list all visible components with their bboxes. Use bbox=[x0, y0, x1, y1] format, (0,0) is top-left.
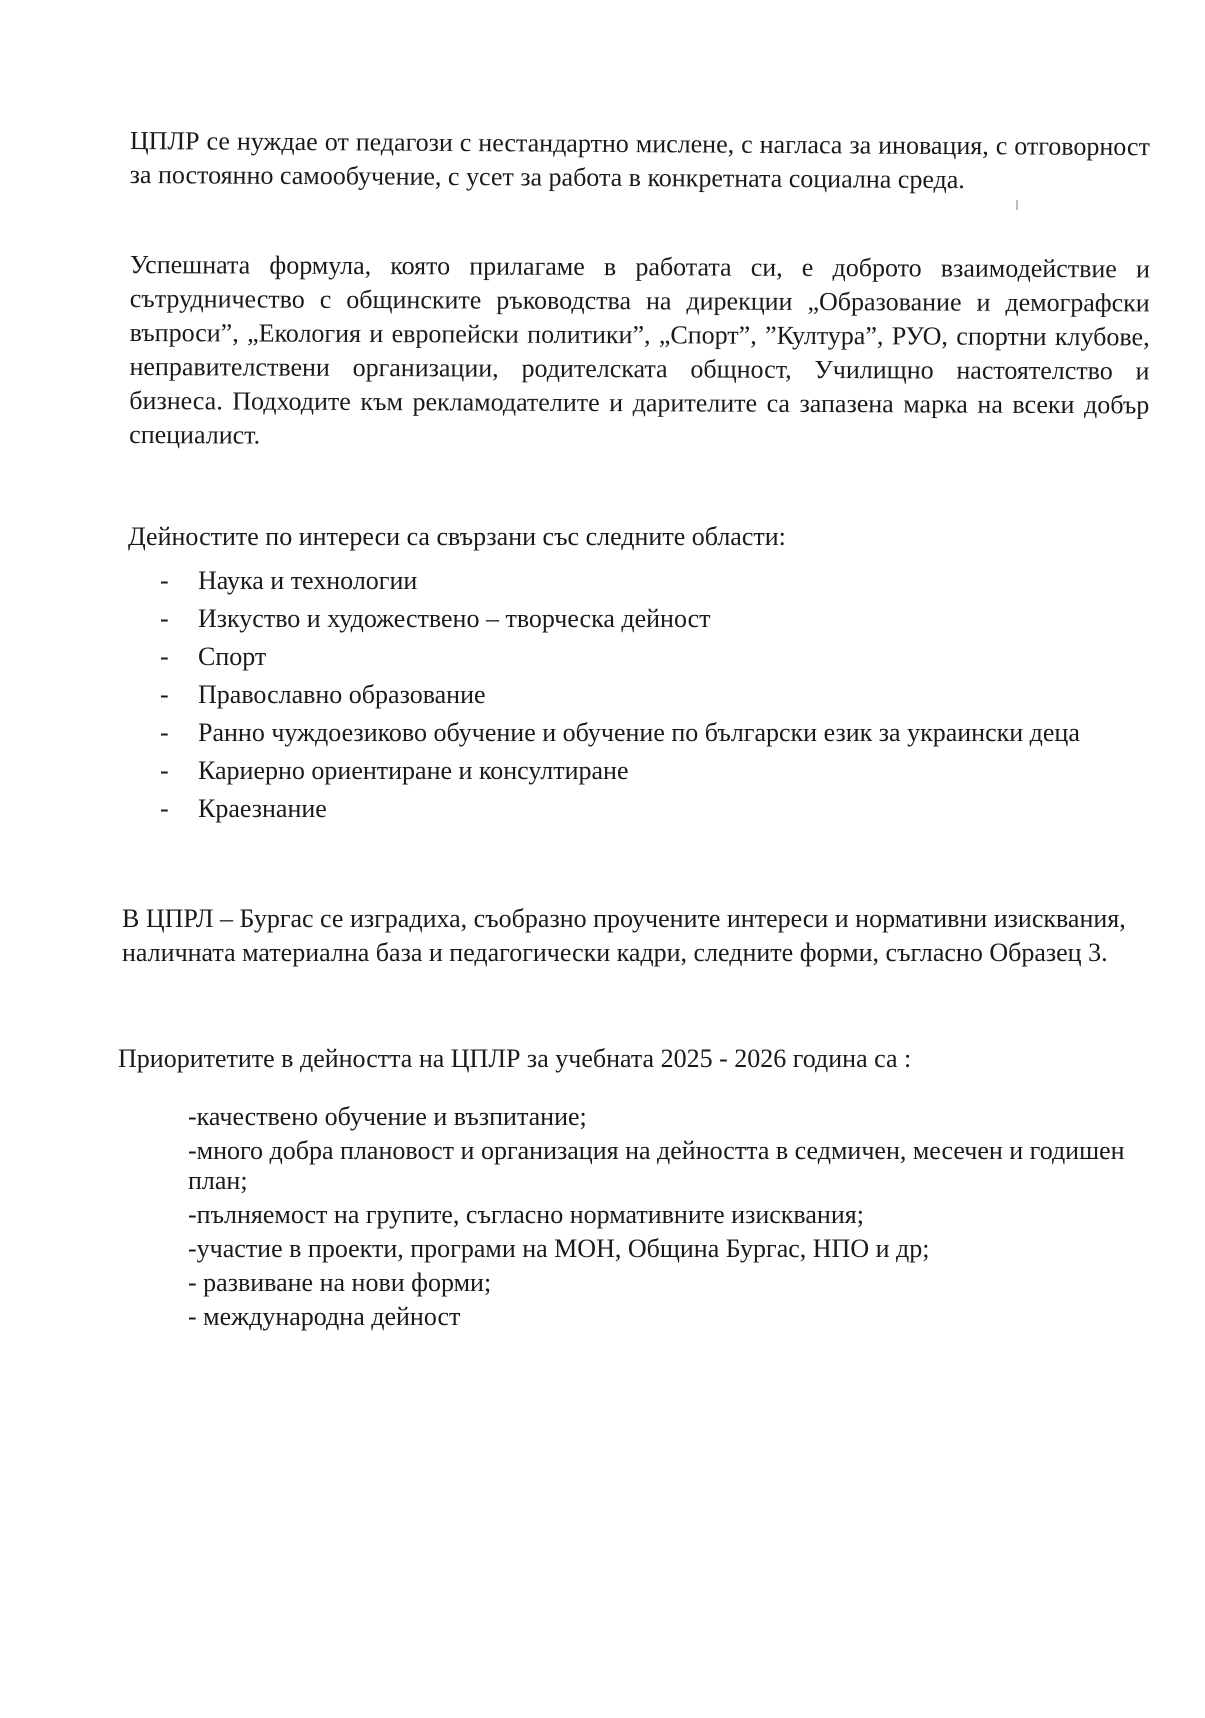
list-item-text: Ранно чуждоезиково обучение и обучение по български език за украински деца bbox=[198, 718, 1080, 747]
list-item bbox=[160, 756, 1140, 794]
list-item bbox=[160, 642, 1140, 680]
list-item bbox=[160, 680, 1140, 718]
paragraph-interest-areas-intro: Дейностите по интереси са свързани със следните области: bbox=[128, 522, 786, 551]
dash-bullet: - bbox=[160, 718, 169, 747]
list-item-text: Кариерно ориентиране и консултиране bbox=[198, 756, 629, 785]
dash-bullet: - bbox=[160, 604, 169, 633]
dash-bullet: - bbox=[160, 680, 169, 709]
list-item-text: Православно образование bbox=[198, 680, 486, 709]
paragraph-forms: В ЦПРЛ – Бургас се изградиха, съобразно проучените интереси и нормативни изисквания, наличната материална база и педагогически кадри, следните форми, съгласно Образец 3. bbox=[122, 904, 1126, 967]
priorities-list bbox=[188, 1102, 1148, 1336]
scan-artifact bbox=[1016, 200, 1018, 210]
paragraph-pedagogues: ЦПЛР се нуждае от педагози с нестандартно мислене, с нагласа за иновация, с отговорност за постоянно самообучение, с усет за работа в конкретната социална среда. bbox=[129, 125, 1150, 195]
interest-areas-list bbox=[160, 566, 1140, 832]
list-item bbox=[160, 604, 1140, 642]
priority-item: -много добра плановост и организация на дейността в седмичен, месечен и годишен план; bbox=[188, 1136, 1125, 1195]
priority-item: -качествено обучение и възпитание; bbox=[188, 1102, 587, 1131]
list-item-text: Краезнание bbox=[198, 794, 327, 823]
list-item bbox=[160, 718, 1140, 756]
paragraph-priorities-intro: Приоритетите в дейността на ЦПЛР за учебната 2025 - 2026 година са : bbox=[118, 1044, 912, 1073]
dash-bullet: - bbox=[160, 642, 169, 671]
dash-bullet: - bbox=[160, 566, 169, 595]
priority-item: - развиване на нови форми; bbox=[188, 1268, 492, 1297]
priority-item: - международна дейност bbox=[188, 1302, 461, 1331]
dash-bullet: - bbox=[160, 794, 169, 823]
list-item-text: Спорт bbox=[198, 642, 267, 671]
list-item bbox=[160, 566, 1140, 604]
list-item-text: Наука и технологии bbox=[198, 566, 418, 595]
list-item-text: Изкуство и художествено – творческа дейност bbox=[198, 604, 711, 633]
dash-bullet: - bbox=[160, 756, 169, 785]
list-item bbox=[160, 794, 1140, 832]
priority-item: -пълняемост на групите, съгласно нормативните изисквания; bbox=[188, 1200, 864, 1229]
priority-item: -участие в проекти, програми на МОН, Община Бургас, НПО и др; bbox=[188, 1234, 930, 1263]
paragraph-cooperation: Успешната формула, която прилагаме в работата си, е доброто взаимодействие и сътрудничество с общинските ръководства на дирекции „Образование и демографски въпроси”, „Екология и европейски политики”, „Спорт”, ”Култура”, РУО, спортни клубове, неправителствени организации, родителската общност, Училищно настоятелство и бизнеса. Подходите към рекламодателите и дарителите са запазена марка на всеки добър специалист. bbox=[129, 249, 1150, 450]
